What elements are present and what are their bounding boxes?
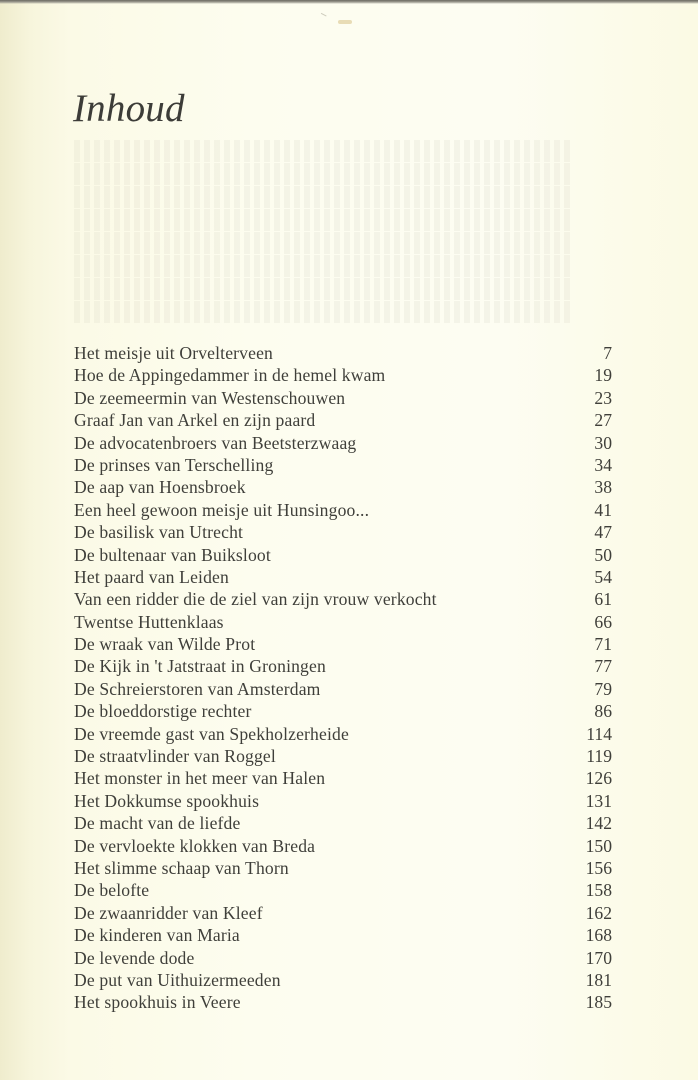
toc-entry-page-number: 27 bbox=[594, 410, 612, 431]
toc-entry bbox=[74, 790, 612, 812]
toc-entry bbox=[74, 947, 612, 969]
toc-entry bbox=[74, 544, 612, 566]
toc-entry bbox=[74, 499, 612, 521]
pencil-mark bbox=[319, 13, 326, 19]
toc-entry bbox=[74, 454, 612, 476]
toc-entry-page-number: 34 bbox=[594, 454, 612, 475]
toc-entry-title: De bultenaar van Buiksloot bbox=[74, 544, 271, 565]
toc-entry-title: Het Dokkumse spookhuis bbox=[74, 790, 260, 811]
page-title: Inhoud bbox=[73, 87, 185, 130]
toc-entry-title: Twentse Huttenklaas bbox=[74, 611, 224, 632]
toc-entry-title: De prinses van Terschelling bbox=[74, 454, 274, 475]
toc-entry bbox=[74, 633, 612, 655]
toc-entry bbox=[74, 812, 612, 834]
toc-entry-title: De aap van Hoensbroek bbox=[74, 477, 246, 498]
toc-entry-title: Van een ridder die de ziel van zijn vrouw verkocht bbox=[74, 589, 437, 610]
toc-entry bbox=[74, 723, 612, 745]
toc-entry-page-number: 30 bbox=[594, 432, 612, 453]
show-through-text bbox=[74, 140, 574, 340]
show-through-line bbox=[74, 301, 574, 323]
toc-entry-title: De basilisk van Utrecht bbox=[74, 522, 244, 543]
toc-entry bbox=[74, 902, 612, 924]
toc-entry bbox=[74, 879, 612, 901]
toc-entry-page-number: 150 bbox=[585, 835, 612, 856]
toc-entry-page-number: 162 bbox=[585, 902, 612, 923]
toc-entry-page-number: 185 bbox=[585, 992, 612, 1013]
toc-entry-page-number: 23 bbox=[594, 387, 612, 408]
toc-entry-title: De zwaanridder van Kleef bbox=[74, 902, 263, 923]
toc-entry-page-number: 61 bbox=[594, 589, 612, 610]
toc-entry-title: Graaf Jan van Arkel en zijn paard bbox=[74, 410, 316, 431]
toc-entry-title: De straatvlinder van Roggel bbox=[74, 746, 276, 767]
toc-entry-title: De wraak van Wilde Prot bbox=[74, 634, 256, 655]
stain-mark bbox=[338, 20, 352, 24]
toc-entry-page-number: 79 bbox=[594, 678, 612, 699]
toc-entry-page-number: 47 bbox=[594, 522, 612, 543]
toc-entry-page-number: 119 bbox=[586, 746, 612, 767]
toc-entry-page-number: 38 bbox=[594, 477, 612, 498]
toc-entry-title: Het monster in het meer van Halen bbox=[74, 768, 326, 789]
toc-entry bbox=[74, 991, 612, 1013]
toc-entry-page-number: 50 bbox=[594, 544, 612, 565]
toc-entry bbox=[74, 924, 612, 946]
toc-entry-title: Het paard van Leiden bbox=[74, 566, 229, 587]
toc-entry-title: De advocatenbroers van Beetsterzwaag bbox=[74, 432, 357, 453]
toc-entry-page-number: 181 bbox=[585, 969, 612, 990]
show-through-line bbox=[74, 278, 574, 300]
toc-entry bbox=[74, 745, 612, 767]
toc-entry-page-number: 86 bbox=[594, 701, 612, 722]
toc-entry bbox=[74, 767, 612, 789]
table-of-contents bbox=[74, 342, 612, 1014]
toc-entry-title: De belofte bbox=[74, 880, 150, 901]
toc-entry bbox=[74, 432, 612, 454]
show-through-line bbox=[74, 209, 574, 231]
toc-entry-page-number: 168 bbox=[585, 925, 612, 946]
toc-entry-title: De zeemeermin van Westenschouwen bbox=[74, 387, 346, 408]
toc-entry-page-number: 19 bbox=[594, 365, 612, 386]
toc-entry bbox=[74, 588, 612, 610]
toc-entry bbox=[74, 835, 612, 857]
toc-entry-title: Een heel gewoon meisje uit Hunsingoo... bbox=[74, 499, 370, 520]
toc-entry-title: Het slimme schaap van Thorn bbox=[74, 857, 289, 878]
toc-entry bbox=[74, 655, 612, 677]
toc-entry-title: De macht van de liefde bbox=[74, 813, 241, 834]
toc-entry bbox=[74, 566, 612, 588]
toc-entry-page-number: 114 bbox=[586, 723, 612, 744]
show-through-line bbox=[74, 140, 574, 162]
toc-entry bbox=[74, 969, 612, 991]
toc-entry-page-number: 170 bbox=[585, 947, 612, 968]
toc-entry bbox=[74, 857, 612, 879]
toc-entry bbox=[74, 521, 612, 543]
toc-entry-page-number: 126 bbox=[585, 768, 612, 789]
toc-entry-title: De levende dode bbox=[74, 947, 195, 968]
toc-entry-title: De Schreierstoren van Amsterdam bbox=[74, 678, 321, 699]
toc-entry bbox=[74, 409, 612, 431]
toc-entry-page-number: 66 bbox=[594, 611, 612, 632]
show-through-line bbox=[74, 163, 574, 185]
show-through-line bbox=[74, 255, 574, 277]
toc-entry-page-number: 131 bbox=[585, 790, 612, 811]
toc-entry bbox=[74, 700, 612, 722]
toc-entry-title: Hoe de Appingedammer in de hemel kwam bbox=[74, 365, 386, 386]
toc-entry-title: De vervloekte klokken van Breda bbox=[74, 835, 316, 856]
toc-entry-page-number: 7 bbox=[603, 343, 612, 363]
toc-entry bbox=[74, 387, 612, 409]
toc-entry bbox=[74, 364, 612, 386]
toc-entry-title: De bloeddorstige rechter bbox=[74, 701, 252, 722]
toc-entry-title: De kinderen van Maria bbox=[74, 925, 240, 946]
toc-entry bbox=[74, 611, 612, 633]
toc-entry-page-number: 77 bbox=[594, 656, 612, 677]
toc-entry-page-number: 71 bbox=[594, 634, 612, 655]
toc-entry bbox=[74, 476, 612, 498]
toc-entry-title: Het spookhuis in Veere bbox=[74, 992, 241, 1013]
toc-entry-title: De put van Uithuizermeeden bbox=[74, 969, 281, 990]
toc-entry-page-number: 54 bbox=[594, 566, 612, 587]
toc-entry-page-number: 142 bbox=[585, 813, 612, 834]
toc-entry-page-number: 156 bbox=[585, 857, 612, 878]
toc-entry bbox=[74, 342, 612, 364]
toc-entry-title: De vreemde gast van Spekholzerheide bbox=[74, 723, 349, 744]
page-top-edge-shadow bbox=[0, 0, 698, 4]
toc-entry-page-number: 41 bbox=[594, 499, 612, 520]
toc-entry bbox=[74, 678, 612, 700]
show-through-line bbox=[74, 232, 574, 254]
toc-entry-page-number: 158 bbox=[585, 880, 612, 901]
toc-entry-title: Het meisje uit Orvelterveen bbox=[74, 343, 273, 363]
toc-entry-title: De Kijk in 't Jatstraat in Groningen bbox=[74, 656, 326, 677]
show-through-line bbox=[74, 186, 574, 208]
